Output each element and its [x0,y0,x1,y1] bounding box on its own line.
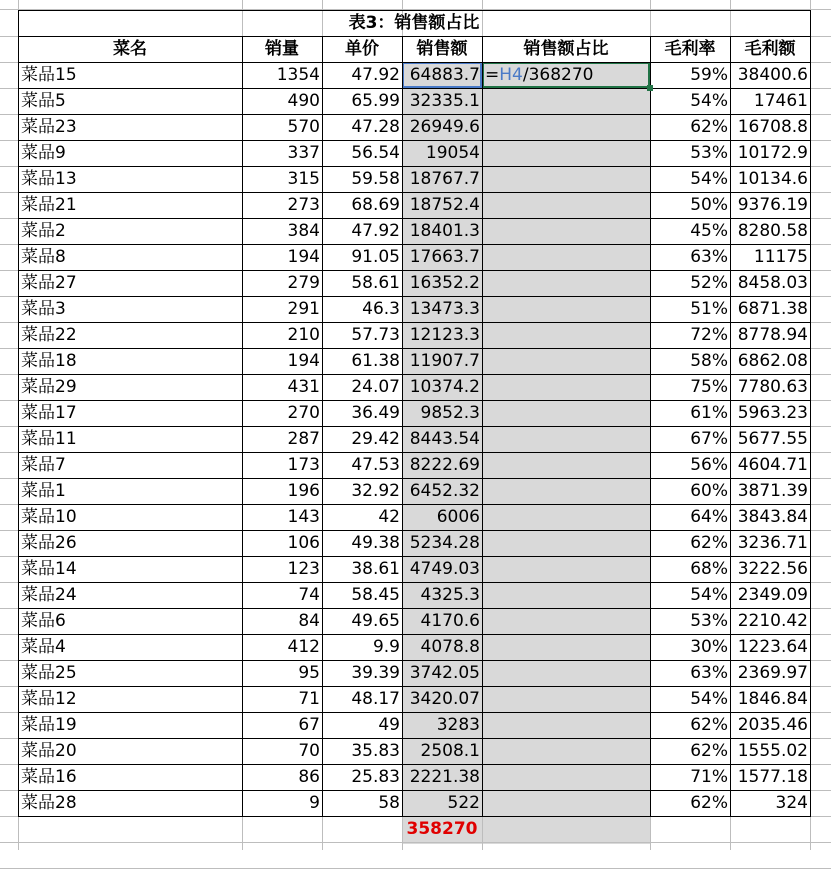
table-border [242,36,243,816]
table-cell[interactable]: 16352.2 [409,272,480,293]
table-cell[interactable]: 58 [378,792,400,813]
table-cell[interactable]: 17461 [753,90,808,111]
table-cell[interactable]: 9852.3 [420,402,480,423]
table-cell[interactable]: 51% [690,298,728,319]
table-cell[interactable] [482,582,650,608]
table-border [18,270,811,271]
table-cell[interactable]: 47.28 [351,116,400,137]
table-cell[interactable]: 65.99 [351,90,400,111]
table-cell[interactable] [482,738,650,764]
table-cell[interactable]: 1846.84 [737,688,808,709]
table-cell[interactable]: 24.07 [351,376,400,397]
dish-name-cell[interactable]: 菜品23 [21,116,77,137]
table-cell[interactable]: 91.05 [351,246,400,267]
table-cell[interactable] [482,764,650,790]
dish-name-cell[interactable]: 菜品11 [21,428,77,449]
table-cell[interactable] [482,478,650,504]
table-border [18,426,811,427]
table-cell[interactable]: 74 [298,584,320,605]
dish-name-cell[interactable]: 菜品9 [21,142,66,163]
table-cell[interactable]: 337 [287,142,320,163]
table-border [18,400,811,401]
table-cell[interactable]: 10374.2 [409,376,480,397]
table-cell[interactable]: 68% [690,558,728,579]
dish-name-cell[interactable]: 菜品3 [21,298,66,319]
table-border [810,10,811,816]
table-cell[interactable] [482,374,650,400]
table-cell[interactable]: 324 [775,792,808,813]
table-cell[interactable]: 42 [378,506,400,527]
table-cell[interactable]: 70 [298,740,320,761]
table-cell[interactable] [482,140,650,166]
table-cell[interactable]: 60% [690,480,728,501]
table-border [18,374,811,375]
formula-cell-reference: H4 [499,64,523,85]
table-cell[interactable]: 18752.4 [409,194,480,215]
table-border [18,582,811,583]
table-cell[interactable]: 59.58 [351,168,400,189]
dish-name-cell[interactable]: 菜品26 [21,532,77,553]
table-cell[interactable]: 13473.3 [409,298,480,319]
table-border [18,530,811,531]
table-cell[interactable]: 6862.08 [737,350,808,371]
table-cell[interactable]: 38400.6 [737,64,808,85]
formula-prefix: = [485,64,500,85]
table-cell[interactable] [482,192,650,218]
table-cell[interactable] [482,244,650,270]
table-cell[interactable] [482,348,650,374]
table-cell[interactable]: 3222.56 [737,558,808,579]
table-cell[interactable]: 123 [287,558,320,579]
table-border [482,36,483,816]
table-cell[interactable]: 63% [690,662,728,683]
table-cell[interactable]: 63% [690,246,728,267]
dish-name-cell[interactable]: 菜品21 [21,194,77,215]
table-cell[interactable]: 49.65 [351,610,400,631]
table-cell[interactable]: 26949.6 [409,116,480,137]
table-cell[interactable]: 64883.7 [402,62,482,88]
table-border [18,816,811,817]
table-cell[interactable]: 56.54 [351,142,400,163]
table-cell[interactable] [482,114,650,140]
table-cell[interactable]: 2210.42 [737,610,808,631]
table-border [18,140,811,141]
table-border [18,36,811,37]
table-cell[interactable]: 431 [287,376,320,397]
table-cell[interactable]: 291 [287,298,320,319]
column-header[interactable]: 毛利额 [744,38,796,59]
table-border [18,634,811,635]
table-cell[interactable] [482,322,650,348]
table-cell[interactable] [482,400,650,426]
table-border [18,556,811,557]
table-cell[interactable]: 279 [287,272,320,293]
table-border [18,738,811,739]
table-cell[interactable]: 10134.6 [737,168,808,189]
table-cell[interactable]: 59% [690,64,728,85]
table-cell[interactable]: 2369.97 [737,662,808,683]
table-cell[interactable]: 47.92 [351,64,400,85]
table-cell[interactable]: 4604.71 [737,454,808,475]
table-cell[interactable]: 50% [690,194,728,215]
table-cell[interactable]: 4325.3 [420,584,480,605]
table-cell[interactable]: 75% [690,376,728,397]
table-cell[interactable]: 8458.03 [737,272,808,293]
table-cell[interactable]: 194 [287,246,320,267]
table-cell[interactable]: 29.42 [351,428,400,449]
table-cell[interactable]: 412 [287,636,320,657]
table-cell[interactable]: 67% [690,428,728,449]
dish-name-cell[interactable]: 菜品13 [21,168,77,189]
sales-total-cell[interactable]: 358270 [406,818,478,839]
table-cell[interactable]: 56% [690,454,728,475]
table-cell[interactable]: 47.53 [351,454,400,475]
table-cell[interactable]: 1354 [276,64,320,85]
table-cell[interactable]: 62% [690,532,728,553]
table-cell[interactable] [482,660,650,686]
table-border [18,608,811,609]
table-cell[interactable]: 61.38 [351,350,400,371]
table-cell[interactable]: 49 [378,714,400,735]
table-cell[interactable]: 38.61 [351,558,400,579]
table-cell[interactable]: 45% [690,220,728,241]
dish-name-cell[interactable]: 菜品20 [21,740,77,761]
table-border [18,114,811,115]
table-cell[interactable]: 11175 [753,246,808,267]
dish-name-cell[interactable]: 菜品17 [21,402,77,423]
dish-name-cell[interactable]: 菜品19 [21,714,77,735]
table-border [402,36,403,816]
dish-name-cell[interactable]: 菜品24 [21,584,77,605]
table-cell[interactable]: 84 [298,610,320,631]
dish-name-cell[interactable]: 菜品15 [21,64,77,85]
table-cell[interactable]: 4078.8 [420,636,480,657]
fill-handle[interactable] [647,85,653,91]
table-cell[interactable]: 62% [690,792,728,813]
table-cell[interactable]: 39.39 [351,662,400,683]
dish-name-cell[interactable]: 菜品25 [21,662,77,683]
table-border [18,62,811,63]
table-cell[interactable]: 4749.03 [409,558,480,579]
table-cell[interactable]: 270 [287,402,320,423]
table-cell[interactable]: 12123.3 [409,324,480,345]
table-cell[interactable]: 18767.7 [409,168,480,189]
table-cell[interactable] [482,634,650,660]
dish-name-cell[interactable]: 菜品1 [21,480,66,501]
table-cell[interactable]: 194 [287,350,320,371]
table-cell[interactable]: 315 [287,168,320,189]
table-border [18,322,811,323]
table-cell[interactable]: 1223.64 [737,636,808,657]
table-border [18,686,811,687]
dish-name-cell[interactable]: 菜品10 [21,506,77,527]
table-cell[interactable]: 522 [447,792,480,813]
table-cell[interactable]: 32335.1 [409,90,480,111]
table-cell[interactable]: 54% [690,688,728,709]
table-cell[interactable]: 54% [690,584,728,605]
table-cell[interactable]: 47.92 [351,220,400,241]
table-cell[interactable]: 95 [298,662,320,683]
formula-edit-cell[interactable] [482,62,650,88]
dish-name-cell[interactable]: 菜品16 [21,766,77,787]
table-cell[interactable]: 58.61 [351,272,400,293]
dish-name-cell[interactable]: 菜品27 [21,272,77,293]
column-header[interactable]: 销售额占比 [523,38,609,59]
table-border [18,10,19,816]
table-cell[interactable]: 8443.54 [409,428,480,449]
table-cell[interactable] [482,608,650,634]
table-cell[interactable]: 58% [690,350,728,371]
table-cell[interactable]: 35.83 [351,740,400,761]
gridline [0,842,831,843]
table-cell[interactable] [482,166,650,192]
table-cell[interactable]: 2221.38 [409,766,480,787]
table-border [18,764,811,765]
table-cell[interactable]: 25.83 [351,766,400,787]
table-cell[interactable]: 52% [690,272,728,293]
table-cell[interactable]: 54% [690,168,728,189]
table-cell[interactable]: 287 [287,428,320,449]
table-border [18,192,811,193]
dish-name-cell[interactable]: 菜品7 [21,454,66,475]
dish-name-cell[interactable]: 菜品4 [21,636,66,657]
table-cell[interactable]: 570 [287,116,320,137]
table-cell[interactable]: 3283 [436,714,480,735]
table-cell[interactable]: 17663.7 [409,246,480,267]
table-cell[interactable] [482,686,650,712]
table-cell[interactable]: 143 [287,506,320,527]
table-cell[interactable]: 62% [690,740,728,761]
table-cell[interactable]: 32.92 [351,480,400,501]
table-border [18,10,811,11]
table-cell[interactable]: 10172.9 [737,142,808,163]
table-cell[interactable]: 196 [287,480,320,501]
table-cell[interactable]: 3871.39 [737,480,808,501]
dish-name-cell[interactable]: 菜品5 [21,90,66,111]
table-cell[interactable] [482,452,650,478]
table-cell[interactable]: 5677.55 [737,428,808,449]
table-cell[interactable]: 6452.32 [409,480,480,501]
table-border [18,478,811,479]
table-cell[interactable]: 9376.19 [737,194,808,215]
table-border [18,218,811,219]
table-cell[interactable]: 2035.46 [737,714,808,735]
table-cell[interactable]: 5963.23 [737,402,808,423]
dish-name-cell[interactable]: 菜品18 [21,350,77,371]
table-cell[interactable]: 2508.1 [420,740,480,761]
table-border [18,712,811,713]
table-cell[interactable]: 71% [690,766,728,787]
table-cell[interactable]: 53% [690,610,728,631]
table-border [18,660,811,661]
table-border [650,36,651,816]
table-border [18,348,811,349]
table-cell[interactable]: 3420.07 [409,688,480,709]
table-border [18,296,811,297]
table-cell[interactable]: 1555.02 [737,740,808,761]
table-cell[interactable] [482,426,650,452]
table-cell[interactable]: 5234.28 [409,532,480,553]
table-cell[interactable]: 210 [287,324,320,345]
table-cell[interactable]: 67 [298,714,320,735]
dish-name-cell[interactable]: 菜品28 [21,792,77,813]
table-cell[interactable]: 53% [690,142,728,163]
table-cell[interactable] [482,530,650,556]
table-border [18,166,811,167]
table-cell[interactable]: 19054 [425,142,480,163]
table-cell[interactable] [482,504,650,530]
dish-name-cell[interactable]: 菜品22 [21,324,77,345]
table-cell[interactable]: 64% [690,506,728,527]
table-cell[interactable]: 2349.09 [737,584,808,605]
table-cell[interactable]: 3843.84 [737,506,808,527]
table-cell[interactable]: 6871.38 [737,298,808,319]
table-cell[interactable]: 9 [309,792,320,813]
column-header[interactable]: 销量 [265,38,299,59]
table-cell[interactable]: 7780.63 [737,376,808,397]
table-cell[interactable]: 49.38 [351,532,400,553]
table-cell[interactable] [482,270,650,296]
formula-divisor: /368270 [522,64,594,85]
table-border [18,790,811,791]
table-cell[interactable]: 72% [690,324,728,345]
table-cell[interactable]: 1577.18 [737,766,808,787]
table-cell[interactable]: 16708.8 [737,116,808,137]
column-header[interactable]: 销售额 [416,38,468,59]
table-cell[interactable]: 18401.3 [409,220,480,241]
table-cell[interactable]: 273 [287,194,320,215]
table-border [18,88,811,89]
dish-name-cell[interactable]: 菜品14 [21,558,77,579]
table-cell[interactable]: 490 [287,90,320,111]
table-cell[interactable]: 173 [287,454,320,475]
table-cell[interactable]: 86 [298,766,320,787]
table-border [18,244,811,245]
table-cell[interactable]: 384 [287,220,320,241]
table-cell[interactable]: 46.3 [362,298,400,319]
table-border [730,36,731,816]
dish-name-cell[interactable]: 菜品2 [21,220,66,241]
table-cell[interactable]: 62% [690,116,728,137]
table-cell[interactable]: 4170.6 [420,610,480,631]
table-cell[interactable]: 8778.94 [737,324,808,345]
table-border [18,452,811,453]
table-cell[interactable]: 48.17 [351,688,400,709]
table-cell[interactable]: 54% [690,90,728,111]
table-cell[interactable] [482,556,650,582]
table-cell[interactable]: 106 [287,532,320,553]
table-cell[interactable] [482,296,650,322]
dish-name-cell[interactable]: 菜品12 [21,688,77,709]
dish-name-cell[interactable]: 菜品6 [21,610,66,631]
table-cell[interactable]: 11907.7 [409,350,480,371]
column-header[interactable]: 单价 [345,38,379,59]
table-cell[interactable]: 57.73 [351,324,400,345]
sheet-title: 表3：销售额占比 [348,12,480,33]
table-cell[interactable]: 30% [690,636,728,657]
table-cell[interactable] [482,218,650,244]
table-cell[interactable]: 68.69 [351,194,400,215]
table-cell[interactable]: 9.9 [372,636,400,657]
column-header[interactable]: 毛利率 [664,38,716,59]
table-cell[interactable] [482,88,650,114]
table-cell[interactable] [482,790,650,816]
dish-name-cell[interactable]: 菜品8 [21,246,66,267]
table-cell[interactable]: 36.49 [351,402,400,423]
table-cell[interactable]: 58.45 [351,584,400,605]
table-cell[interactable] [482,712,650,738]
table-cell[interactable]: 71 [298,688,320,709]
column-header[interactable]: 菜名 [113,38,147,59]
table-border [322,36,323,816]
dish-name-cell[interactable]: 菜品29 [21,376,77,397]
table-cell[interactable]: 3236.71 [737,532,808,553]
table-border [18,504,811,505]
table-cell[interactable]: 8222.69 [409,454,480,475]
table-cell[interactable]: 3742.05 [409,662,480,683]
table-cell[interactable]: 61% [690,402,728,423]
table-cell[interactable]: 6006 [436,506,480,527]
table-cell[interactable]: 8280.58 [737,220,808,241]
table-cell[interactable]: 62% [690,714,728,735]
